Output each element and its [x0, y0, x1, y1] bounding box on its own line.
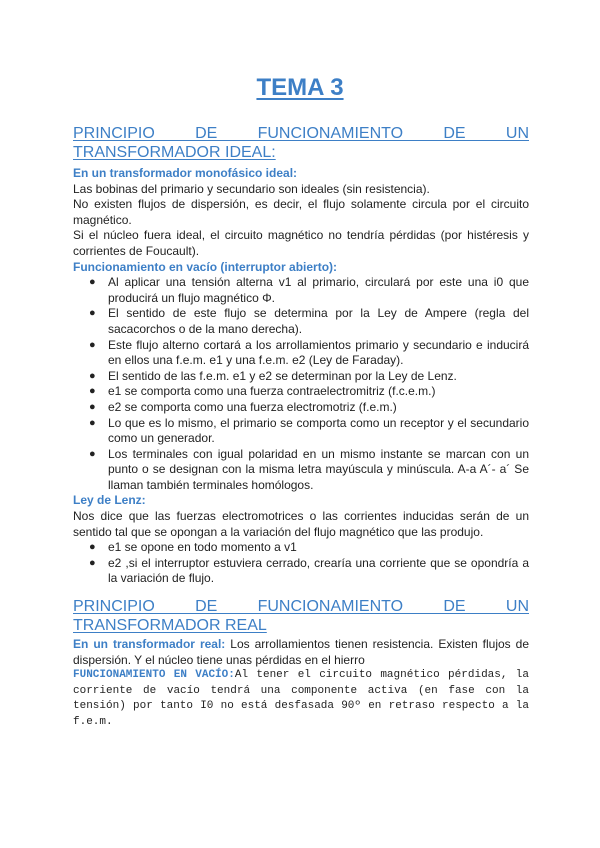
- bullet-list: [73, 540, 529, 587]
- list-item: ● e2 ,si el interruptor estuviera cerrado, crearía una corriente que se opondría a la variación de flujo.: [89, 555, 529, 586]
- paragraph: Si el núcleo fuera ideal, el circuito magnético no tendría pérdidas (por histéresis y corrientes de Foucault).: [73, 228, 529, 258]
- subheading-single-phase-ideal: En un transformador monofásico ideal:: [73, 166, 298, 180]
- bullet-icon: ●: [89, 307, 96, 320]
- paragraph: No existen flujos de dispersión, es decir, el flujo solamente circula por el circuito magnético.: [73, 197, 529, 227]
- subheading-real-transformer: En un transformador real:: [73, 637, 226, 652]
- list-item: ● e1 se opone en todo momento a v1: [89, 540, 297, 555]
- bullet-list: [73, 275, 529, 493]
- bullet-icon: ●: [89, 276, 96, 289]
- subheading-lenz-law: Ley de Lenz:: [73, 493, 146, 508]
- list-item: ● Al aplicar una tensión alterna v1 al primario, circulará por este una i0 que producirá un flujo magnético Φ.: [89, 275, 529, 305]
- bullet-icon: ●: [89, 385, 96, 398]
- bullet-icon: ●: [89, 447, 96, 460]
- bullet-icon: ●: [89, 400, 96, 413]
- list-item: ● Los terminales con igual polaridad en un mismo instante se marcan con un punto o se designan con la misma letra mayúscula y minúscula. A-a A´- a´ Se llaman también terminales homólogos.: [89, 446, 529, 492]
- paragraph: En un transformador real: Los arrollamientos tienen resistencia. Existen flujos de dispersión. Y el núcleo tiene unas pérdidas en el hierro: [73, 637, 529, 667]
- paragraph: FUNCIONAMIENTO EN VACÍO:Al tener el circuito magnético pérdidas, la corriente de vacío tendrá una componente activa (en fase con la tensión) por tanto I0 no está desfasada 90º en retraso respecto a la f.e.m.: [73, 669, 529, 728]
- list-item: ● El sentido de este flujo se determina por la Ley de Ampere (regla del sacacorchos o de la mano derecha).: [89, 306, 529, 336]
- bullet-icon: ●: [89, 541, 96, 554]
- bullet-icon: ●: [89, 369, 96, 382]
- list-item: ● e2 se comporta como una fuerza electromotriz (f.e.m.): [89, 399, 397, 414]
- document-body: [73, 124, 529, 731]
- subheading-no-load-real: FUNCIONAMIENTO EN VACÍO:: [73, 669, 235, 682]
- list-item: ● e1 se comporta como una fuerza contraelectromitriz (f.c.e.m.): [89, 384, 436, 399]
- heading-real-transformer: PRINCIPIO DE FUNCIONAMIENTO DE UN TRANSFORMADOR REAL: [73, 598, 529, 635]
- bullet-icon: ●: [89, 338, 96, 351]
- bullet-icon: ●: [89, 556, 96, 569]
- page-title: TEMA 3: [256, 74, 344, 101]
- paragraph: Las bobinas del primario y secundario son ideales (sin resistencia).: [73, 181, 430, 196]
- list-item: ● Este flujo alterno cortará a los arrollamientos primario y secundario e inducirá en ellos una f.e.m. e1 y una f.e.m. e2 (Ley de Faraday).: [89, 337, 529, 368]
- list-item: ● Lo que es lo mismo, el primario se comporta como un receptor y el secundario como un generador.: [89, 415, 529, 446]
- paragraph: Nos dice que las fuerzas electromotrices o las corrientes inducidas serán de un sentido tal que se opongan a la variación del flujo magnético que las produjo.: [73, 509, 529, 539]
- subheading-no-load-operation: Funcionamiento en vacío (interruptor abierto):: [73, 259, 338, 274]
- bullet-icon: ●: [89, 416, 96, 429]
- list-item: ● El sentido de las f.e.m. e1 y e2 se determinan por la Ley de Lenz.: [89, 368, 457, 383]
- heading-ideal-transformer: PRINCIPIO DE FUNCIONAMIENTO DE UN TRANSFORMADOR IDEAL:: [73, 125, 529, 161]
